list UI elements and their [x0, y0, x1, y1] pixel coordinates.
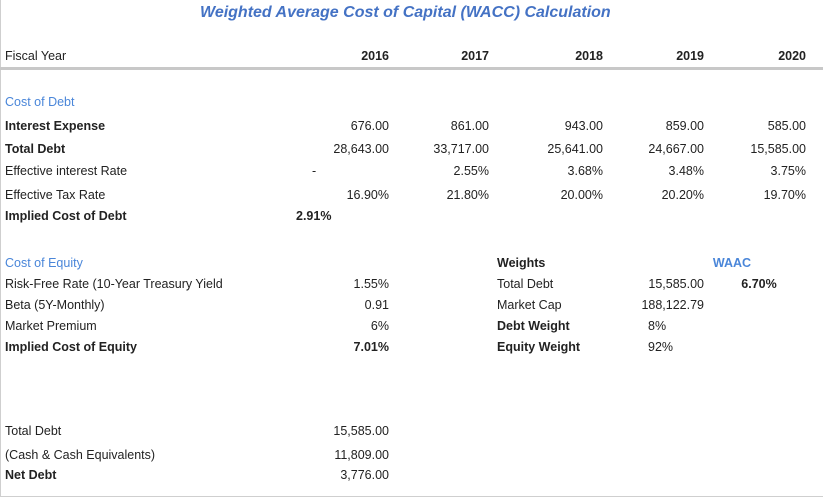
cash-equivalents-value: 11,809.00	[334, 448, 389, 462]
total-debt-2019: 24,667.00	[648, 142, 704, 156]
beta-label: Beta (5Y-Monthly)	[5, 298, 105, 312]
interest-expense-2017: 861.00	[450, 119, 489, 133]
net-debt-total-debt-value: 15,585.00	[333, 424, 389, 438]
effective-tax-rate-2019: 20.20%	[661, 188, 704, 202]
interest-expense-label: Interest Expense	[5, 119, 106, 133]
weights-total-debt-value: 15,585.00	[648, 277, 704, 291]
cost-of-equity-heading: Cost of Equity	[5, 256, 83, 270]
year-2017-header: 2017	[461, 49, 489, 63]
interest-expense-2020: 585.00	[767, 119, 806, 133]
effective-tax-rate-2020: 19.70%	[763, 188, 806, 202]
year-2016-header: 2016	[361, 49, 389, 63]
market-cap-value: 188,122.79	[641, 298, 704, 312]
effective-interest-rate-2017: 2.55%	[453, 164, 489, 178]
cash-equivalents-label: (Cash & Cash Equivalents)	[5, 448, 156, 462]
net-debt-total-debt-label: Total Debt	[5, 424, 62, 438]
interest-expense-2016: 676.00	[350, 119, 389, 133]
year-2020-header: 2020	[778, 49, 806, 63]
total-debt-2016: 28,643.00	[333, 142, 389, 156]
total-debt-2020: 15,585.00	[750, 142, 806, 156]
effective-interest-rate-2016: -	[312, 164, 317, 178]
total-debt-2017: 33,717.00	[433, 142, 489, 156]
effective-tax-rate-2018: 20.00%	[560, 188, 603, 202]
weights-total-debt-label: Total Debt	[497, 277, 554, 291]
cost-of-debt-heading: Cost of Debt	[5, 95, 75, 109]
equity-weight-label: Equity Weight	[497, 340, 581, 354]
market-premium-value: 6%	[370, 319, 389, 333]
weights-heading: Weights	[497, 256, 546, 270]
market-premium-label: Market Premium	[5, 319, 97, 333]
risk-free-rate-value: 1.55%	[353, 277, 389, 291]
waac-label: WAAC	[712, 256, 752, 270]
debt-weight-value: 8%	[648, 319, 667, 333]
equity-weight-value: 92%	[648, 340, 674, 354]
year-2019-header: 2019	[676, 49, 704, 63]
market-cap-label: Market Cap	[497, 298, 562, 312]
implied-cost-of-equity-value: 7.01%	[353, 340, 389, 354]
beta-value: 0.91	[364, 298, 389, 312]
net-debt-value: 3,776.00	[340, 468, 389, 482]
interest-expense-2018: 943.00	[564, 119, 603, 133]
effective-interest-rate-label: Effective interest Rate	[5, 164, 128, 178]
effective-interest-rate-2018: 3.68%	[567, 164, 603, 178]
implied-cost-of-debt-value: 2.91%	[296, 209, 332, 223]
waac-value: 6.70%	[741, 277, 777, 291]
effective-interest-rate-2019: 3.48%	[668, 164, 704, 178]
net-debt-label: Net Debt	[5, 468, 57, 482]
fiscal-year-label: Fiscal Year	[5, 49, 67, 63]
effective-tax-rate-label: Effective Tax Rate	[5, 188, 106, 202]
total-debt-2018: 25,641.00	[547, 142, 603, 156]
header-divider	[0, 67, 823, 70]
implied-cost-of-debt-label: Implied Cost of Debt	[5, 209, 127, 223]
interest-expense-2019: 859.00	[665, 119, 704, 133]
effective-tax-rate-2017: 21.80%	[446, 188, 489, 202]
risk-free-rate-label: Risk-Free Rate (10-Year Treasury Yield	[5, 277, 223, 291]
effective-tax-rate-2016: 16.90%	[346, 188, 389, 202]
effective-interest-rate-2020: 3.75%	[770, 164, 806, 178]
page-title: Weighted Average Cost of Capital (WACC) Calculation	[200, 4, 611, 21]
total-debt-label: Total Debt	[5, 142, 66, 156]
year-2018-header: 2018	[575, 49, 603, 63]
implied-cost-of-equity-label: Implied Cost of Equity	[5, 340, 137, 354]
debt-weight-label: Debt Weight	[497, 319, 570, 333]
